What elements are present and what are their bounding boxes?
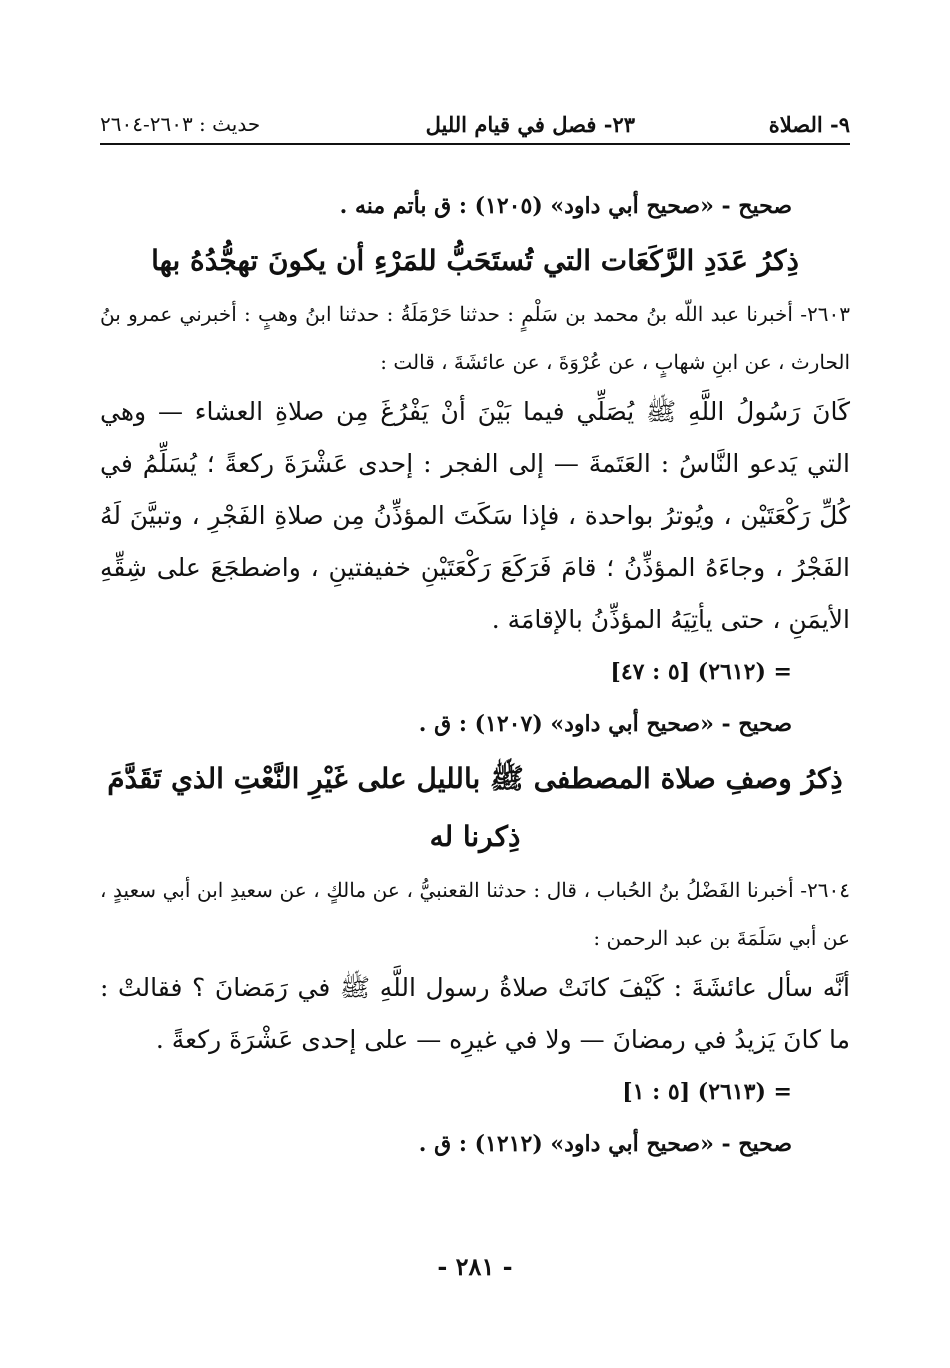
isnad-2603: ٢٦٠٣- أخبرنا عبد اللّه بنُ محمد بن سَلْمٍ : حدثنا حَرْمَلَةُ : حدثنا ابنُ وهبٍ : أخبرني عمرو بنُ الحارث ، عن ابنِ شهابٍ ، عن عُرْوَةَ ، عن عائشَةَ ، قالت :: [100, 302, 850, 374]
grading-note-2603: صحيح - «صحيح أبي داود» (١٢٠٧) : ق .: [418, 711, 792, 737]
header-divider: [100, 143, 850, 145]
cross-reference-2603: = (٢٦١٢) [٥ : ٤٧]: [610, 659, 792, 685]
chapter-title: ٩- الصلاة: [768, 112, 850, 137]
isnad-2604: ٢٦٠٤- أخبرنا الفَضْلُ بنُ الحُباب ، قال : حدثنا القعنبيُّ ، عن مالكٍ ، عن سعيدِ ابن أبي سعيدٍ ، عن أبي سَلَمَةَ بن عبد الرحمن :: [100, 878, 850, 950]
matn-2603: كَانَ رَسُولُ اللَّهِ ﷺ يُصَلِّي فيما بَيْنَ أنْ يَفْرُغَ مِن صلاةِ العشاء — وهي التي يَدعو النَّاسُ : العَتَمةَ — إلى الفجر : إحدى عَشْرَةَ ركعةً ؛ يُسَلِّمُ في كُلِّ رَكْعَتَيْن ، ويُوترُ بواحدة ، فإذا سَكَتَ المؤذِّنُ مِن صلاةِ الفَجْرِ ، وتبيَّنَ لَهُ الفَجْرُ ، وجاءَهُ المؤذِّنُ ؛ قامَ فَرَكَعَ رَكْعَتَيْنِ خفيفتينِ ، واضطجَعَ على شِقِّهِ الأيمَنِ ، حتى يأتِيَهُ المؤذِّنُ بالإقامَة .: [100, 397, 850, 634]
chapter-heading-1: ذِكرُ عَدَدِ الرَّكَعَات التي تُستَحَبُّ للمَرْءِ أن يكونَ تهجُّدُهُ بها: [151, 244, 799, 277]
page-number: - ٢٨١ -: [437, 1252, 513, 1281]
running-header: [100, 104, 850, 144]
hadith-range: حديث : ٢٦٠٣-٢٦٠٤: [100, 112, 261, 136]
page-body: [100, 180, 850, 1170]
grading-note-2604: صحيح - «صحيح أبي داود» (١٢١٢) : ق .: [418, 1131, 792, 1157]
section-title: ٢٣- فصل في قيام الليل: [425, 112, 635, 137]
chapter-heading-2: ذِكرُ وصفِ صلاة المصطفى ﷺ بالليل على غَيْرِ النَّعْتِ الذي تَقَدَّمَ ذِكرنا له: [107, 762, 843, 853]
cross-reference-2604: = (٢٦١٣) [٥ : ١]: [622, 1079, 792, 1105]
grading-note-previous: صحيح - «صحيح أبي داود» (١٢٠٥) : ق بأتم منه .: [339, 193, 792, 219]
matn-2604: أنَّه سأل عائشَةَ : كَيْفَ كانَتْ صلاةُ رسول اللَّهِ ﷺ في رَمَضانَ ؟ فقالتْ : ما كانَ يَزيدُ في رمضانَ — ولا في غيرِه — على إحدى عَشْرَةَ ركعةً .: [100, 973, 850, 1054]
